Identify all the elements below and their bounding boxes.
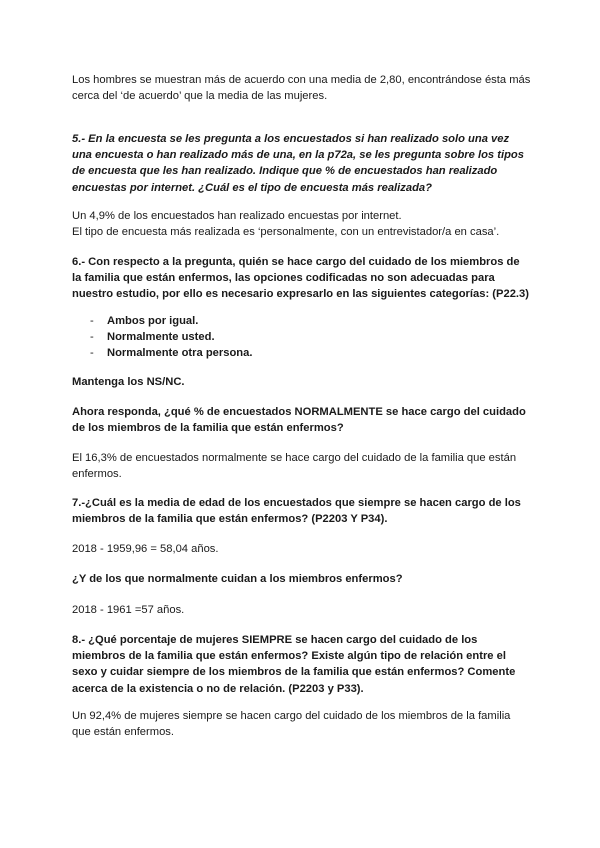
question-6 xyxy=(72,254,532,303)
question-8-line: miembros de la familia que están enfermos? Existe algún tipo de relación entre el xyxy=(72,650,506,663)
answer-8-line: que están enfermos. xyxy=(72,726,174,739)
question-7-line: 7.-¿Cuál es la media de edad de los encuestados que siempre se hacen cargo de los xyxy=(72,497,521,509)
list-item xyxy=(90,345,252,361)
question-7b xyxy=(72,571,532,587)
answer-8 xyxy=(72,708,532,740)
question-5-line: encuestas por internet. ¿Cuál es el tipo de encuesta más realizada? xyxy=(72,181,432,194)
list-dash: - xyxy=(90,331,94,344)
option-label: Normalmente usted. xyxy=(107,331,215,344)
question-6b-line: Ahora responda, ¿qué % de encuestados NORMALMENTE se hace cargo del cuidado xyxy=(72,406,526,418)
list-item xyxy=(90,329,252,345)
intro-paragraph xyxy=(72,72,532,104)
question-8-line: acerca de la existencia o no de relación. (P2203 y P33). xyxy=(72,682,364,695)
option-label: Normalmente otra persona. xyxy=(107,347,253,360)
answer-5 xyxy=(72,208,532,240)
question-5-line: 5.- En la encuesta se les pregunta a los encuestados si han realizado solo una vez xyxy=(72,133,510,145)
question-5-line: de encuesta que les han realizado. Indique que % de encuestados han realizado xyxy=(72,165,498,178)
answer-6-line: El 16,3% de encuestados normalmente se hace cargo del cuidado de la familia que están xyxy=(72,452,517,464)
keep-note-line: Mantenga los NS/NC. xyxy=(72,376,185,388)
question-6-options xyxy=(90,313,252,362)
option-label: Ambos por igual. xyxy=(107,315,199,327)
question-5-line: una encuesta o han realizado más de una, en la p72a, se les pregunta sobre los tipos xyxy=(72,149,524,162)
answer-7b xyxy=(72,602,532,618)
list-item xyxy=(90,313,252,329)
question-6b-line: de los miembros de la familia que están enfermos? xyxy=(72,422,344,435)
list-dash: - xyxy=(90,315,94,327)
intro-line: Los hombres se muestran más de acuerdo con una media de 2,80, encontrándose ésta más xyxy=(72,74,531,86)
question-6-line: la familia que están enfermos, las opciones codificadas no son adecuadas para xyxy=(72,272,495,285)
answer-7 xyxy=(72,541,532,557)
answer-8-line: Un 92,4% de mujeres siempre se hacen cargo del cuidado de los miembros de la familia xyxy=(72,710,511,722)
question-7-line: miembros de la familia que están enfermos? (P2203 Y P34). xyxy=(72,513,388,526)
answer-5-line: El tipo de encuesta más realizada es ‘personalmente, con un entrevistador/a en casa’. xyxy=(72,226,500,239)
question-7b-line: ¿Y de los que normalmente cuidan a los miembros enfermos? xyxy=(72,573,403,585)
question-8 xyxy=(72,632,532,697)
intro-line: cerca del ‘de acuerdo’ que la media de las mujeres. xyxy=(72,90,328,103)
question-8-line: sexo y cuidar siempre de los miembros de la familia que están enfermos? Comente xyxy=(72,666,516,679)
question-6-line: nuestro estudio, por ello es necesario expresarlo en las siguientes categorías: (P22.3) xyxy=(72,288,529,301)
question-5 xyxy=(72,131,532,196)
answer-5-line: Un 4,9% de los encuestados han realizado encuestas por internet. xyxy=(72,210,402,222)
question-7 xyxy=(72,495,532,527)
list-dash: - xyxy=(90,347,94,360)
answer-7b-line: 2018 - 1961 =57 años. xyxy=(72,604,185,616)
question-6-line: 6.- Con respecto a la pregunta, quién se hace cargo del cuidado de los miembros de xyxy=(72,256,520,268)
answer-6-line: enfermos. xyxy=(72,468,122,481)
question-8-line: 8.- ¿Qué porcentaje de mujeres SIEMPRE se hacen cargo del cuidado de los xyxy=(72,634,478,646)
answer-6 xyxy=(72,450,532,482)
answer-7-line: 2018 - 1959,96 = 58,04 años. xyxy=(72,543,219,555)
question-6-keep-note xyxy=(72,374,532,390)
question-6b xyxy=(72,404,532,436)
